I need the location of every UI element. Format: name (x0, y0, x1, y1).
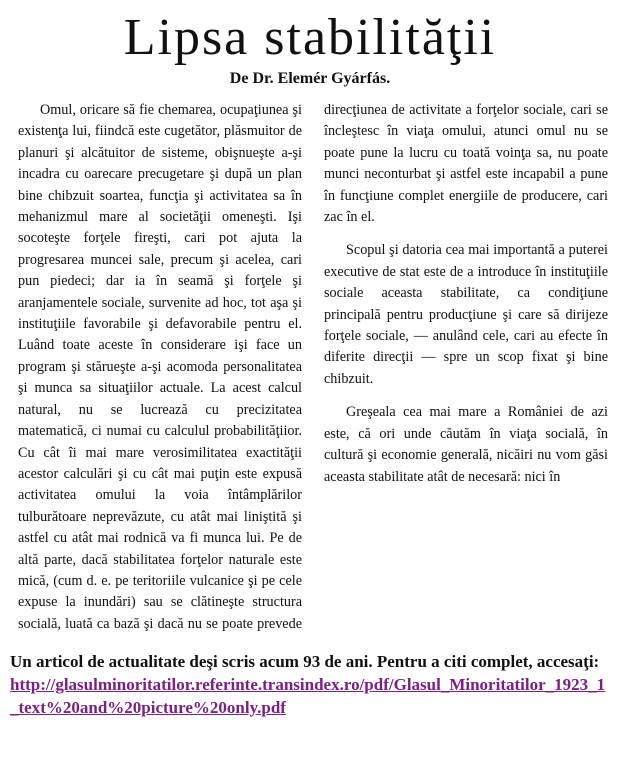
article-author: De Dr. Elemér Gyárfás. (229, 70, 391, 87)
source-link[interactable]: http://glasulminoritatilor.referinte.transindex.ro/pdf/Glasul_Minoritatilor_1923_1_text%20and%20picture%20only.pdf (10, 675, 606, 717)
footer-note (10, 650, 610, 719)
article-paragraph: Omul, oricare să fie chemarea, ocupaţiunea şi existenţa lui, fiindcă este cugetător, plăsmuitor de planuri şi alcătuitor de sisteme, obişnueşte a-şi incadra cu oarecare precugetare şi după un plan bine chibzuit soartea, funcţia şi activitatea sa în mehanizmul mare al societăţii omeneşti. Işi socoteşte forţele fireşti, cari pot ajuta la progresarea muncei sale, precum şi acelea, cari pun piedeci; dar ia în seamă şi forţele şi aranjamentele sociale, survenite ad hoc, tot aşa şi instituţiile favorabile şi defavorabile pentru el. Luând toate aceste în considerare işi face un program şi stărueşte a-şi acomoda personalitatea şi munca sa situaţiilor actuale. La acest calcul natural, nu se lucrează cu precizitatea matematică, ci numai cu calculul probabilităţiior. Cu cât îi mai mare verosimilitatea exactităţii acestor calculări şi cu cât mai puţin este expusă activitatea omului la voia întâmplărilor tulburătoare neprevăzute, cu atât mai liniştită şi astfel cu atât mai rodnică va fi munca lui. Pe de altă parte, dacă stabilitatea forţelor naturale este mică, (cum d. e. pe teritoriile vulcanice şi pe cele expuse la inundări) sau se clătineşte structura socială, luată ca bază şi dacă nu se poate prevede direcţiunea de activitate a forţelor sociale, cari se încleştesc în viaţa omului, atunci omul nu se poate pune la lucru cu toată voinţa sa, nu poate munci neconturbat şi astfel este incapabil a pune în funcţiune complet energiile de producere, cari zac în el. (18, 102, 608, 632)
article-body (18, 100, 608, 638)
article-paragraph: Greşeala cea mai mare a României de azi este, că ori unde căutăm în viaţa socială, în cultură şi economie generală, nicăiri nu vom găsi aceasta stabilitate atât de necesară: nici în (324, 404, 608, 485)
footer-text: Un articol de actualitate deşi scris acum 93 de ani. Pentru a citi complet, accesaţi: (10, 652, 600, 671)
article-title: Lipsa stabilităţii (123, 9, 497, 66)
article-paragraph: Scopul şi datoria cea mai importantă a puterei executive de stat este de a introduce în instituţiile sociale aceasta stabilitate, ca condiţiune principală pentru producţiune şi care să dirijeze forţele sociale, — anulând cele, cari au efecte în diferite direcţii — spre un scop fixat şi bine chibzuit. (324, 242, 608, 387)
